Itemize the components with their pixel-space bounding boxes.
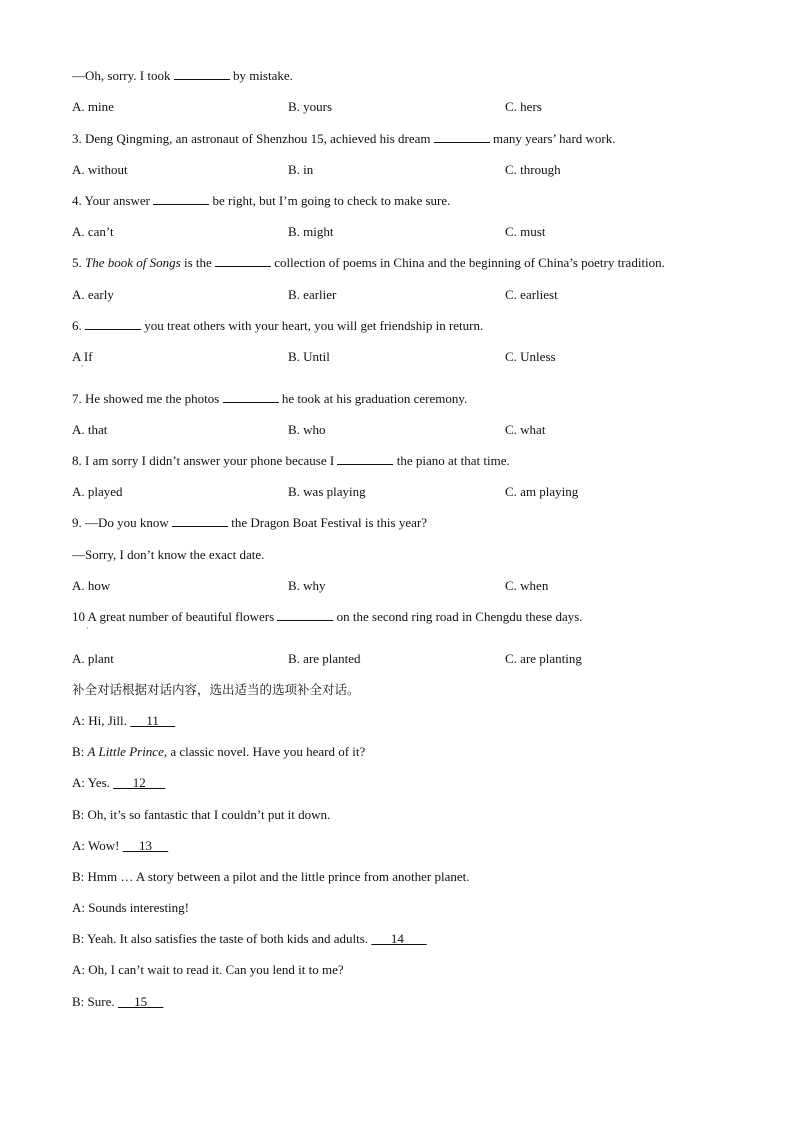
blank-15[interactable]: 15 [117, 994, 164, 1009]
dialogue-line-8 [72, 931, 427, 947]
text: is the [180, 255, 216, 270]
question-3 [72, 131, 616, 147]
text: 6. [72, 318, 85, 333]
text: by mistake. [229, 68, 293, 83]
answer-blank[interactable] [215, 255, 271, 267]
text: A: Yes. [72, 775, 114, 790]
text: B: [72, 744, 88, 759]
text: on the second ring road in Chengdu these days. [333, 609, 583, 624]
text: B: Yeah. It also satisfies the taste of both kids and adults. [72, 931, 372, 946]
option-b[interactable]: B. who [288, 422, 326, 437]
option-c[interactable]: C. am playing [505, 484, 579, 499]
answer-blank[interactable] [172, 515, 228, 527]
option-b[interactable]: B. might [288, 224, 334, 239]
section-title: 补全对话根据对话内容，选出适当的选项补全对话。 [72, 682, 360, 697]
blank-12[interactable]: 12 [113, 775, 166, 790]
answer-blank[interactable] [337, 453, 393, 465]
option-b[interactable]: B. why [288, 578, 326, 593]
dialogue-line-9: A: Oh, I can’t wait to read it. Can you lend it to me? [72, 962, 344, 977]
option-c[interactable]: C. what [505, 422, 546, 437]
text: be right, but I’m going to check to make sure. [209, 193, 451, 208]
dialogue-line-4: B: Oh, it’s so fantastic that I couldn’t put it down. [72, 807, 331, 822]
text: many years’ hard work. [489, 131, 616, 146]
question-9 [72, 515, 427, 531]
text: A: Wow! [72, 838, 123, 853]
option-c[interactable]: C. through [505, 162, 561, 177]
option-a[interactable]: A. can’t [72, 224, 114, 239]
option-b[interactable]: B. yours [288, 99, 333, 114]
option-b[interactable]: B. was playing [288, 484, 366, 499]
dialogue-line-1 [72, 713, 175, 729]
option-c[interactable]: C. must [505, 224, 546, 239]
question-4 [72, 193, 450, 209]
dialogue-line-6: B: Hmm … A story between a pilot and the little prince from another planet. [72, 869, 470, 884]
question-8 [72, 453, 510, 469]
option-c[interactable]: C. when [505, 578, 549, 593]
option-a[interactable]: A. played [72, 484, 123, 499]
question-5 [72, 255, 665, 271]
option-a[interactable]: A. that [72, 422, 108, 437]
text: 9. —Do you know [72, 515, 173, 530]
answer-blank[interactable] [153, 193, 209, 205]
option-a[interactable]: A. mine [72, 99, 114, 114]
dialogue-line-3 [72, 775, 165, 791]
option-b[interactable]: B. in [288, 162, 314, 177]
text: 7. He showed me the photos [72, 391, 223, 406]
text: the Dragon Boat Festival is this year? [228, 515, 427, 530]
option-c[interactable]: C. Unless [505, 349, 556, 364]
question-7 [72, 391, 467, 407]
answer-blank[interactable] [277, 609, 333, 621]
text: collection of poems in China and the beginning of China’s poetry tradition. [271, 255, 665, 270]
option-b[interactable]: B. are planted [288, 651, 361, 666]
answer-blank[interactable] [434, 131, 490, 143]
q9-reply: —Sorry, I don’t know the exact date. [72, 547, 265, 562]
option-c[interactable]: C. earliest [505, 287, 558, 302]
text: you treat others with your heart, you will get friendship in return. [141, 318, 484, 333]
text: , a classic novel. Have you heard of it? [163, 744, 366, 759]
option-a[interactable]: A If [72, 349, 93, 364]
blank-11[interactable]: 11 [130, 713, 176, 728]
dot-mark: · [81, 362, 84, 371]
option-c[interactable]: C. are planting [505, 651, 582, 666]
text: 8. I am sorry I didn’t answer your phone because I [72, 453, 338, 468]
answer-blank[interactable] [174, 68, 230, 80]
blank-13[interactable]: 13 [122, 838, 169, 853]
book-title: A Little Prince [87, 744, 164, 759]
dialogue-line-5 [72, 838, 168, 854]
option-a[interactable]: A. how [72, 578, 111, 593]
text: the piano at that time. [393, 453, 510, 468]
dialogue-line-2 [72, 744, 365, 760]
text: he took at his graduation ceremony. [278, 391, 468, 406]
text: 10 A great number of beautiful flowers [72, 609, 278, 624]
q2-reply [72, 68, 293, 84]
option-b[interactable]: B. earlier [288, 287, 337, 302]
question-6 [72, 318, 483, 334]
option-b[interactable]: B. Until [288, 349, 330, 364]
option-a[interactable]: A. without [72, 162, 128, 177]
dialogue-line-7: A: Sounds interesting! [72, 900, 189, 915]
option-c[interactable]: C. hers [505, 99, 542, 114]
dot-mark: · [86, 624, 89, 633]
text: A: Hi, Jill. [72, 713, 131, 728]
option-a[interactable]: A. early [72, 287, 114, 302]
blank-14[interactable]: 14 [371, 931, 427, 946]
answer-blank[interactable] [223, 391, 279, 403]
text: 4. Your answer [72, 193, 154, 208]
text: 3. Deng Qingming, an astronaut of Shenzhou 15, achieved his dream [72, 131, 434, 146]
text: —Oh, sorry. I took [72, 68, 174, 83]
text: 5. [72, 255, 85, 270]
text: B: Sure. [72, 994, 118, 1009]
answer-blank[interactable] [85, 318, 141, 330]
dialogue-line-10 [72, 994, 163, 1010]
book-title: The book of Songs [85, 255, 181, 270]
option-a[interactable]: A. plant [72, 651, 114, 666]
question-10 [72, 609, 583, 625]
